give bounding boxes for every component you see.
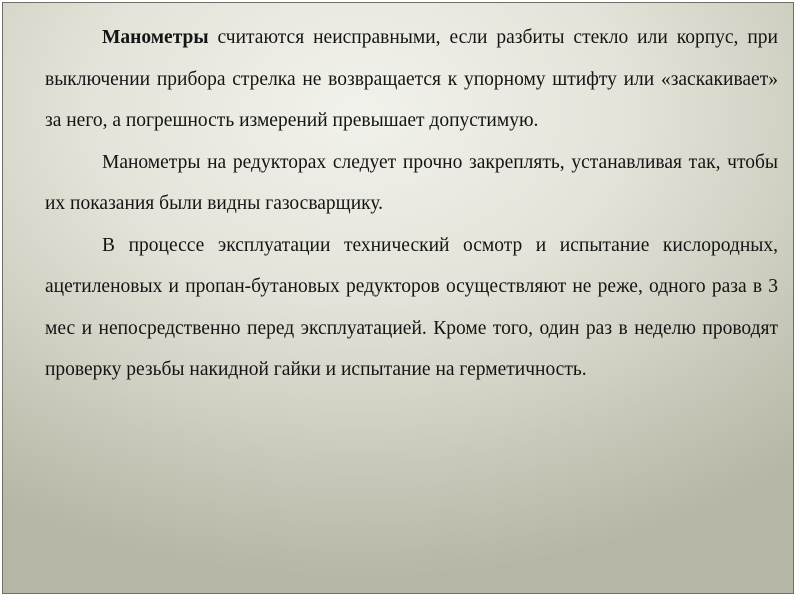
slide-text-body — [45, 17, 778, 391]
paragraph-text: Манометры на редукторах следует прочно закреплять, устанавливая так, чтобы их показания были видны газосварщику. — [45, 151, 778, 214]
paragraph-manometer-mounting — [45, 142, 778, 225]
paragraph-manometer-faults — [45, 17, 778, 142]
paragraph-reducer-inspection — [45, 225, 778, 391]
paragraph-lead-term: Манометры — [102, 27, 209, 48]
paragraph-text: считаются неисправными, если разбиты стекло или корпус, при выключении прибора стрелка не возвращается к упорному штифту или «заскакивает» за него, а погрешность измерений превышает допустимую. — [45, 27, 778, 131]
slide — [2, 2, 794, 594]
paragraph-text: В процессе эксплуатации технический осмотр и испытание кислородных, ацетиленовых и пропан-бутановых редукторов осуществляют не реже, одного раза в 3 мес и непосредственно перед эксплуатацией. Кроме того, один раз в неделю проводят проверку резьбы накидной гайки и испытание на герметичность. — [45, 234, 778, 380]
